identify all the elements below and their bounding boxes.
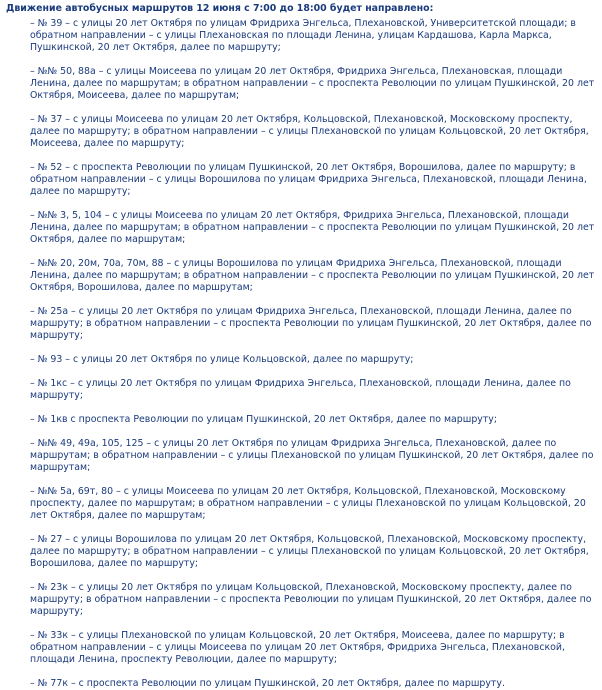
route-item-49-125: – №№ 49, 49а, 105, 125 – с улицы 20 лет Октября по улицам Фридриха Энгельса, Плехановской, далее по маршрутам; в обратном направлении – с улицы Плехановской по улицам Пушкинской, 20 лет Октября, далее по маршрутам; [30, 438, 594, 473]
route-item-1ks: – № 1кс – с улицы 20 лет Октября по улицам Фридриха Энгельса, Плехановской, площади Ленина, далее по маршруту; [30, 378, 571, 401]
route-item-25a: – № 25а – с улицы 20 лет Октября по улицам Фридриха Энгельса, Плехановской, площади Ленина, далее по маршруту; в обратном направлении – с проспекта Революции по улицам Пушкинской, 20 лет Октября, далее по маршруту; [30, 306, 592, 341]
route-item-23k: – № 23к – с улицы 20 лет Октября по улицам Кольцовской, Плехановской, Московскому проспекту, далее по маршруту; в обратном направлении – с проспекта Революции по улицам Пушкинской, 20 лет Октября, далее по маршруту; [30, 582, 592, 617]
route-item-50-88a: – №№ 50, 88а – с улицы Моисеева по улицам 20 лет Октября, Фридриха Энгельса, Плехановская, площади Ленина, далее по маршрутам; в обратном направлении – с проспекта Революции по улицам Пушкинской, 20 лет Октября, Моисеева, далее по маршрутам; [30, 66, 595, 101]
route-item-33k: – № 33к – с улицы Плехановской по улицам Кольцовской, 20 лет Октября, Моисеева, далее по маршруту; в обратном направлении – с улицы Моисеева по улицам 20 лет Октября, Фридриха Энгельса, Плехановской, площади Ленина, проспекту Революции, далее по маршруту; [30, 630, 565, 665]
route-item-1kv: – № 1кв с проспекта Революции по улицам Пушкинской, 20 лет Октября, далее по маршруту; [30, 414, 497, 425]
article-heading: Движение автобусных маршрутов 12 июня с 7:00 до 18:00 будет направлено: [6, 3, 434, 14]
route-item-93: – № 93 – с улицы 20 лет Октября по улице Кольцовской, далее по маршруту; [30, 354, 414, 365]
route-item-52: – № 52 – с проспекта Революции по улицам Пушкинской, 20 лет Октября, Ворошилова, далее по маршруту; в обратном направлении – с улицы Ворошилова по улицам Фридриха Энгельса, Плехановской, площади Ленина, далее по маршруту; [30, 162, 587, 197]
route-item-20-88: – №№ 20, 20м, 70а, 70м, 88 – с улицы Ворошилова по улицам Фридриха Энгельса, Плехановской, площади Ленина, далее по маршрутам; в обратном направлении – с проспекта Революции по улицам Пушкинской, 20 лет Октября, Ворошилова, далее по маршрутам; [30, 258, 595, 293]
route-item-37: – № 37 – с улицы Моисеева по улицам 20 лет Октября, Кольцовской, Плехановской, Московскому проспекту, далее по маршруту; в обратном направлении – с улицы Плехановской по улицам Кольцовской, 20 лет Октября, Моисеева, далее по маршруту; [30, 114, 589, 149]
route-item-27: – № 27 – с улицы Ворошилова по улицам 20 лет Октября, Кольцовской, Плехановской, Московскому проспекту, далее по маршруту; в обратном направлении – с улицы Плехановской по улицам Кольцовской, 20 лет Октября, Ворошилова, далее по маршруту; [30, 534, 589, 569]
route-list [6, 18, 596, 690]
route-item-77k: – № 77к – с проспекта Революции по улицам Пушкинской, 20 лет Октября, далее по маршруту. [30, 678, 505, 689]
route-item-5a-69t-80: – №№ 5а, 69т, 80 – с улицы Моисеева по улицам 20 лет Октября, Кольцовской, Плехановской, Московскому проспекту, далее по маршрутам; в обратном направлении – с улицы Плехановской по улицам Кольцовской, 20 лет Октября, далее по маршрутам; [30, 486, 586, 521]
route-item-3-5-104: – №№ 3, 5, 104 – с улицы Моисеева по улицам 20 лет Октября, Фридриха Энгельса, Плехановской, площади Ленина, далее по маршрутам; в обратном направлении – с проспекта Революции по улицам Пушкинской, 20 лет Октября, далее по маршрутам; [30, 210, 595, 245]
route-item-39: – № 39 – с улицы 20 лет Октября по улицам Фридриха Энгельса, Плехановской, Университетской площади; в обратном направлении – с улицы Плехановская по площади Ленина, улицам Кардашова, Карла Маркса, Пушкинской, 20 лет Октября, далее по маршруту; [30, 18, 576, 53]
